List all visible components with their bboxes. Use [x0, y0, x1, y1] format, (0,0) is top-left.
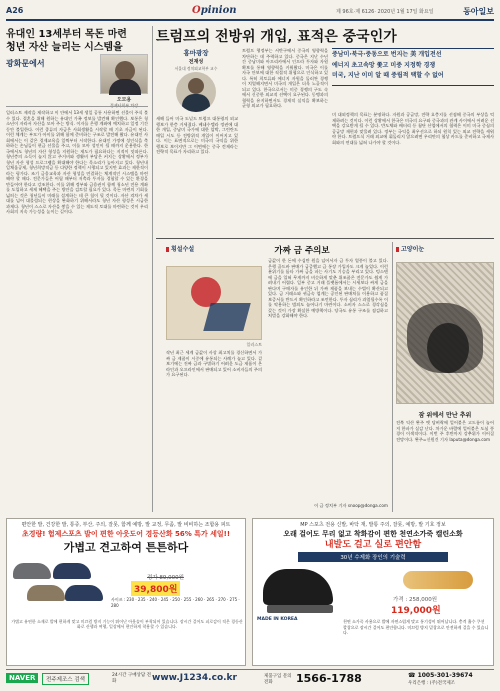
author-caption: 오모용	[116, 97, 132, 103]
bank-account: ☎ 1005-301-39674	[408, 672, 473, 679]
shop-url[interactable]: www.J1234.co.kr	[152, 673, 237, 683]
section-title: Opinion	[192, 5, 237, 16]
lower-body-1: 작년 최근 세계 금값이 사상 최고치를 경신하면서 가짜 금 제품이 시중에 유통되는 사례가 늘고 있다. 겉보기에는 진짜 금과 구별하기 어려운 도금 제품이 온라인과 오프라인에서 판매되고 있어 소비자들의 주의가 요구된다.	[166, 350, 262, 377]
price-new: 39,800원	[131, 581, 180, 596]
footer-bar: NAVER 전주제조스 검색 24시간 구매상담 전화 www.J1234.co.kr 제품구입 문의전화 1566-1788 ☎ 1005-301-39674 우리은행 : (주)전국제조	[6, 669, 494, 687]
column-byline: 광화문에서	[6, 59, 45, 68]
author-profile: 홍마광장 전재성 서울대 정치외교학부 교수	[174, 49, 218, 71]
size-list: 사이즈 : 230 · 235 · 240 · 245 · 250 · 255 · 260 · 265 · 270 · 275 · 280	[111, 597, 240, 608]
author-photo	[176, 72, 216, 112]
illustration-caption: 일러스트	[246, 342, 262, 347]
ad-features: 천연 소가죽 사용으로 발에 자연스럽게 맞고 통기성이 뛰어납니다. 충격 흡수 쿠션 깔창으로 장시간 걸어도 편안합니다. 미끄럼 방지 밑창으로 안전하게 걸을 수 있습니다.	[343, 619, 489, 635]
issue-info: 제 96호·제 6126· 2020년 1월 17일 화요일	[336, 9, 434, 15]
order-phone[interactable]: 1566-1788	[296, 672, 362, 685]
lower-body-2: 금값이 한 돈에 수십만 원을 넘어서자 금 투자 열풍이 불고 있다. 은행 골드바 판매가 급증했고 금 통장 가입자도 크게 늘었다. 이런 분위기를 틈타 가짜 금을 파는 사기도 기승을 부리고 있다. 텅스텐에 금을 입혀 무게까지 비슷하게 맞춘 위조품은 전문가도 쉽게 가려내기 어렵다. 일부 중고 거래 플랫폼에서는 시세보다 싸게 금을 판다며 구매자를 유인한 뒤 가짜 제품을 보내는 수법이 확산되고 있다. 금 거래소와 귀금속 업계는 공인된 판매처를 이용하고 품질 보증서를 반드시 확인하라고 조언한다. 투자 심리가 과열될수록 이를 악용하는 범죄도 늘어나기 마련이다. 소비자 스스로 경각심을 갖는 것이 가장 확실한 예방책이다. 당국도 유통 구조를 점검하고 처벌을 강화해야 한다.	[268, 258, 388, 318]
pull-quote: 중남미·북극·중동으로 번지는 美 개입전선 에너지 초고속망 쫓고 미중 지정학 경쟁 미국, 지난 이미 알 때 중립적 택할 수 없어	[332, 48, 494, 86]
paper-name: 동아일보	[463, 7, 494, 16]
news-photo	[396, 262, 494, 404]
section-label-right: 고양이눈	[396, 244, 424, 253]
section-label-left: 횡설수설	[166, 244, 194, 253]
shoe-ad-left[interactable]: 편안한 발, 건강한 발, 통증, 부산, 주의, 잘못, 함께 예방, 발 교정, 무좀, 발 비비하는 조합용 피트 초경량! 험제스포츠 발이 편한 아웃도어 경등산화 56% 특가 세일!! 가볍고 견고하여 튼튼하다 정가 89,000원 39,800원 사이즈 : 230 · 235 · 240 · 245 · 250 · 255 · 260 · 265 · 270 · 275 · 280 가볍고 유연한 소재로 발에 편하게 맞고 미끄럼 방지 기능이 뛰어난 아웃솔이 부착되어 있습니다. 장시간 걸어도 피로감이 적은 경등산화로 산행과 여행, 일상에서 편안하게 착용할 수 있습니다.	[6, 518, 246, 666]
price-old: 정가 89,000원	[147, 575, 184, 581]
shoe-ad-right[interactable]: MP 스포츠 전용 신발, 바닥 재, 발통 주의, 잘못, 예방, 발 기호 정보 오래 걸어도 무리 없고 착화감이 편한 천연소가죽 캘린소화 내발도 걸고 실로 편안함 30년 수제화 장인의 기술력 가격 : 258,000원 119,000원 MADE IN KOREA 천연 소가죽 사용으로 발에 자연스럽게 맞고 통기성이 뛰어납니다. 충격 흡수 쿠션 깔창으로 장시간 걸어도 편안합니다. 미끄럼 방지 밑창으로 안전하게 걸을 수 있습니다.	[252, 518, 494, 666]
made-in-label: MADE IN KOREA	[257, 617, 298, 622]
main-body-1: 새해 들어 미국 도널드 트럼프 대통령의 외교 행보가 한층 거세졌다. 베네수엘라 정권에 대한 개입, 중남미 국가에 대한 압박, 그린란드 매입 시도 등 전방위적 개입이 이어지고 있다. 이는 표면적으로는 미국의 국익을 위한 행보로 보이지만 그 이면에는 중국 견제라는 전략적 목표가 자리하고 있다.	[156, 116, 238, 154]
price-new: 119,000원	[391, 606, 441, 616]
main-body-3: 미 대외정책의 목표는 분명하다. 자원과 공급망, 전략 요충지를 선점해 중국의 부상을 억제하려는 것이다. 이런 상황에서 한국은 미국의 요구와 중국과의 관계 사이에서 어려운 선택을 강요받게 될 수 있다. 반도체와 배터리 등 첨단 산업에서의 협력은 이미 미국 중심의 공급망 재편과 맞물려 있다. 정부는 국익을 최우선으로 하되 원칙 있는 외교 전략을 세워야 한다. 트럼프식 거래 외교에 휘둘리지 않으려면 우리만의 협상 카드를 준비하고 국제사회와의 연대를 넓혀 나가야 할 것이다.	[332, 112, 494, 145]
price-old: 가격 : 258,000원	[393, 597, 438, 603]
ad-description: 가볍고 유연한 소재로 발에 편하게 맞고 미끄럼 방지 기능이 뛰어난 아웃솔이 부착되어 있습니다. 장시간 걸어도 피로감이 적은 경등산화로 산행과 여행, 일상에서 편안하게 착용할 수 있습니다.	[11, 619, 243, 630]
lower-article-title: 가짜 금 주의보	[274, 246, 330, 256]
insole-image	[403, 571, 473, 589]
page-header	[6, 5, 494, 21]
naver-logo[interactable]: NAVER	[6, 673, 38, 683]
dress-shoe-image	[263, 569, 333, 605]
main-headline: 트럼프의 전방위 개입, 표적은 중국인가	[156, 29, 397, 45]
article-illustration	[166, 266, 262, 340]
photo-text: 전북 익산 완주 옛 담벼락에 얼어붙은 고드름이 늘어져 한파가 실감 난다. 차가운 바람에 얼어붙은 도심 풍경이 이색적이다. 이번 주 후반까지 강추위가 이어질 전망이다. 완주=신원건 기자 laputa@donga.com	[396, 420, 494, 442]
shoe-images	[13, 559, 103, 615]
page-number: A26	[6, 6, 24, 15]
search-query[interactable]: 전주제조스 검색	[42, 673, 89, 685]
author-portrait	[100, 54, 148, 94]
left-headline: 유대인 13세부터 목돈 마련 청년 자산 늘리는 시스템을	[6, 29, 127, 53]
main-body-2: 트럼프 행정부는 서반구에서 중국의 영향력을 차단하는 데 주력하고 있다. 중국은 지난 수년간 중남미와 아프리카에서 인프라 투자와 자원 확보를 통해 영향력을 키워왔다. 미국은 이를 자국 안보에 대한 직접적 위협으로 인식하고 있다. 특히 희토류와 에너지 자원을 둘러싼 경쟁이 치열해지면서 미국의 개입은 더욱 노골적이 되고 있다. 한국으로서는 미중 경쟁의 구도 속에서 신중한 외교적 선택이 요구된다. 동맹과의 협력을 유지하면서도 경제적 실익을 확보하는 균형 외교가 필요하다.	[242, 48, 328, 108]
article-signature: 이 금 정치부 기자 snoop@donga.com	[314, 503, 388, 508]
left-column-body: 일러스트 제작을 제작하고 이 안에서 13세 생일 공통 사용하면 선물이 주식 불 수 있다. 결혼을 위해 원하는 유대인 가족 정보를 발견해 확인했다. 보통은 청소년이 자라서 자산을 모아 주는 방식. 이자를 은행 계좌에 예치하고 일정 기간 동안 불입한다. 이런 종류의 자금은 사회생활을 시작할 때 기초 자금이 된다. 이런 체계는 부모가 아이를 위해 함께 준비하는 구조로 발전해 왔다. 유대인 사회에서는 이 같은 경제교육을 일찍부터 시작한다. 유대인 가정에 성인식을 축하하는 손님들이 현금 선물을 주고, 이를 모아 성인이 될 때까지 운용한다. 한국에서도 청년의 자산 형성을 지원하는 제도가 필요하다는 지적이 잇따른다. 청년층의 소득이 늘지 않고 주거비와 생활비 부담은 커지는 상황에서 정부가 청년 자산 형성 프로그램을 확대해야 한다는 목소리가 높아지고 있다. 청년내일채움공제, 청년희망적금 등 다양한 정책이 시행되고 있지만 효과는 제한적이라는 평가다. 조기 금융교육과 자산 형성을 연결하는 체계적인 시스템을 마련해야 할 때다. 전문가들은 어릴 때부터 저축과 투자를 경험할 수 있는 환경을 만들어야 한다고 강조한다. 이를 위해 정부와 금융권이 함께 청소년 전용 계좌를 도입하고 세제 혜택을 주는 방안을 검토할 필요가 있다. 목돈 마련의 기회를 넓히는 것은 청년들이 미래를 설계하는 데 큰 힘이 될 것이다. 자산 격차가 세대를 넘어 대물림되는 현상을 완화하기 위해서라도 청년 자산 형성은 시급한 과제다. 청년이 스스로 자산을 쌓을 수 있는 제도적 토대를 마련하는 것이 우리 사회의 지속 가능성을 높이는 길이다.	[6, 110, 148, 214]
photo-caption: 잠 위에서 만난 추위	[418, 412, 472, 419]
